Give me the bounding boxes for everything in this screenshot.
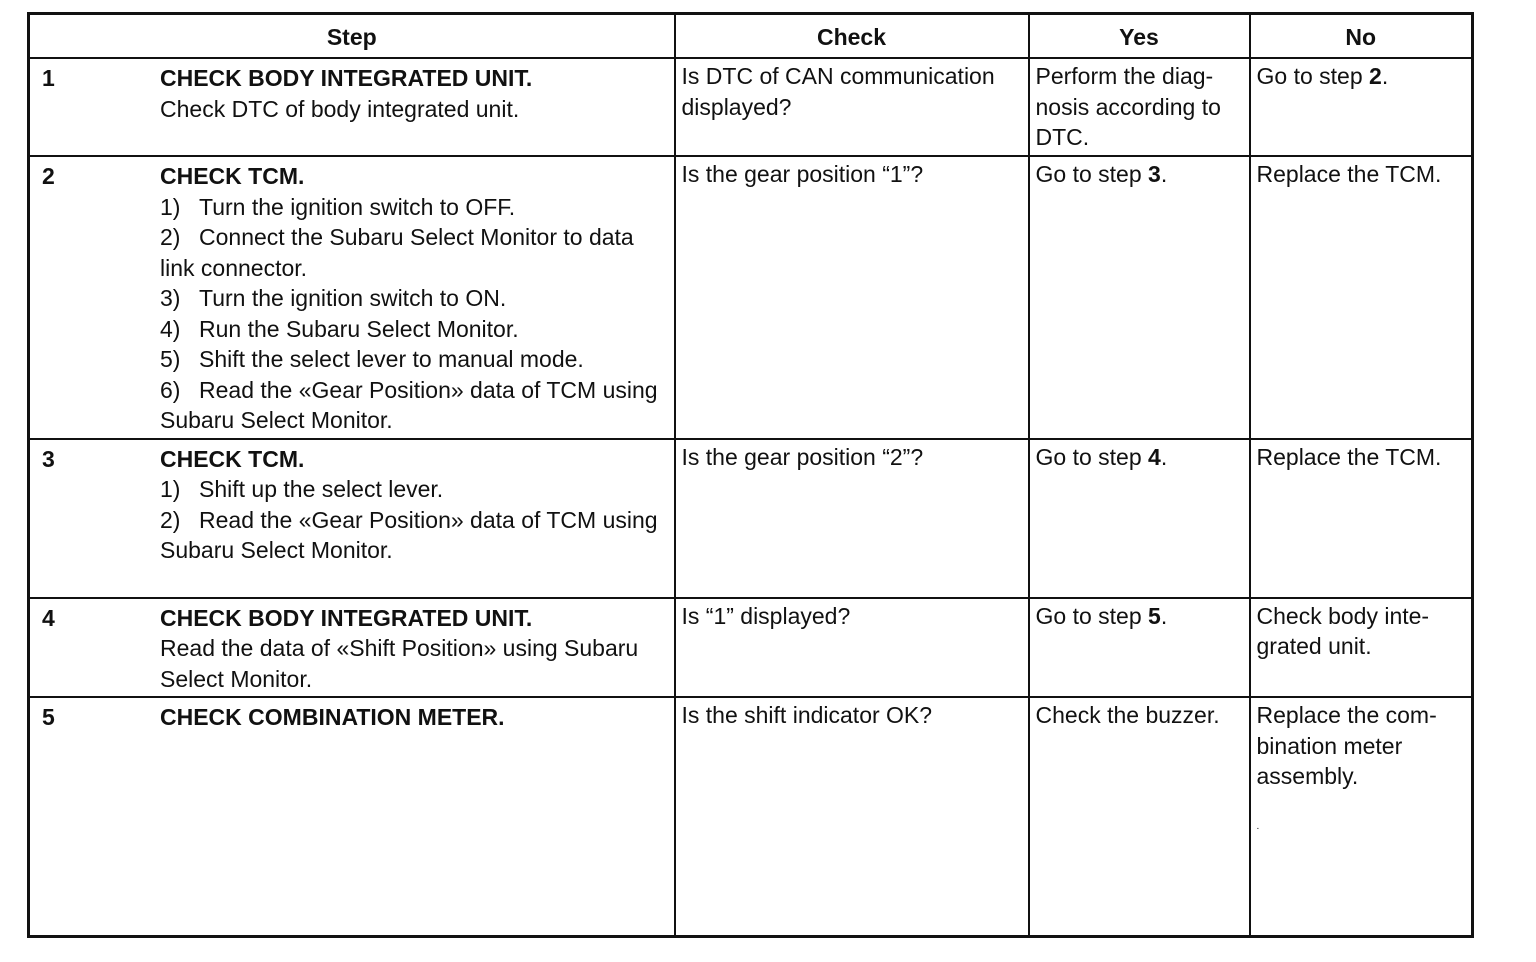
yes-cell: Go to step 5. — [1029, 598, 1250, 698]
table-row — [29, 697, 1473, 937]
step-title: CHECK BODY INTEGRATED UNIT. — [160, 65, 533, 91]
instruction-number: 3) — [160, 285, 181, 311]
table-row — [29, 58, 1473, 156]
yes-text: Go to step — [1035, 602, 1142, 629]
column-header-check: Check — [675, 14, 1029, 59]
check-cell: Is the gear position “2”? — [675, 439, 1029, 598]
check-cell: Is the shift indicator OK? — [675, 697, 1029, 937]
instruction-number: 1) — [160, 193, 181, 220]
instruction-text: Read the «Gear Position» data of TCM using Subaru Select Monitor. — [160, 376, 658, 433]
yes-cell — [1029, 58, 1250, 156]
yes-cell: Go to step 3. — [1029, 156, 1250, 439]
step-cell — [29, 598, 675, 698]
step-title: CHECK COMBINATION METER. — [160, 704, 505, 730]
instruction-number: 5) — [160, 346, 181, 372]
no-cell — [1250, 439, 1473, 598]
no-cell — [1250, 156, 1473, 439]
step-instruction — [160, 283, 662, 314]
instruction-text: Shift the select lever to manual mode. — [199, 346, 584, 372]
instruction-number: 6) — [160, 376, 181, 403]
stray-mark: . — [1256, 820, 1260, 832]
no-cell — [1250, 697, 1473, 937]
table-row — [29, 598, 1473, 698]
column-header-no: No — [1250, 14, 1473, 59]
step-instruction — [160, 222, 662, 283]
step-instruction — [160, 344, 662, 375]
no-text: Check body inte-grated unit. — [1256, 602, 1430, 659]
table-row — [29, 439, 1473, 598]
yes-cell — [1029, 697, 1250, 937]
step-instruction — [160, 375, 662, 436]
no-text: Replace the TCM. — [1256, 161, 1442, 187]
step-instruction: Read the data of «Shift Position» using Subaru Select Monitor. — [160, 635, 639, 692]
header-row — [29, 14, 1473, 59]
yes-cell: Go to step 4. — [1029, 439, 1250, 598]
table-row — [29, 156, 1473, 439]
step-cell — [29, 58, 675, 156]
step-title: CHECK TCM. — [160, 163, 305, 189]
goto-step-number: 2 — [1369, 63, 1382, 89]
check-cell: Is DTC of CAN communication displayed? — [675, 58, 1029, 156]
instruction-text: Turn the ignition switch to OFF. — [199, 193, 516, 220]
diagnostic-procedure-table — [27, 12, 1474, 938]
yes-text: Check the buzzer. — [1035, 702, 1220, 728]
instruction-number: 4) — [160, 315, 181, 342]
step-number: 1 — [42, 65, 55, 91]
column-header-yes: Yes — [1029, 14, 1250, 59]
no-text: Replace the com-bination meter assembly. — [1256, 702, 1437, 789]
no-text: Go to step — [1256, 63, 1363, 89]
step-instruction: Check DTC of body integrated unit. — [160, 95, 520, 122]
no-cell: Go to step 2. — [1250, 58, 1473, 156]
step-instruction — [160, 192, 662, 223]
step-number: 2 — [42, 163, 55, 189]
step-title: CHECK TCM. — [160, 445, 305, 472]
step-cell — [29, 439, 675, 598]
step-cell — [29, 156, 675, 439]
instruction-number: 2) — [160, 224, 181, 250]
goto-step-number: 3 — [1148, 161, 1161, 187]
yes-text: Go to step — [1035, 443, 1142, 470]
yes-text: Go to step — [1035, 161, 1142, 187]
step-instruction — [160, 505, 662, 566]
step-number: 4 — [42, 604, 55, 631]
step-number: 5 — [42, 704, 55, 730]
yes-text: Perform the diag-nosis according to DTC. — [1035, 63, 1221, 150]
instruction-text: Run the Subaru Select Monitor. — [199, 315, 519, 342]
step-instruction — [160, 474, 662, 505]
step-title: CHECK BODY INTEGRATED UNIT. — [160, 604, 533, 631]
no-text: Replace the TCM. — [1256, 443, 1442, 470]
step-number: 3 — [42, 445, 55, 472]
column-header-step: Step — [29, 14, 675, 59]
step-instruction — [160, 314, 662, 345]
check-cell: Is the gear position “1”? — [675, 156, 1029, 439]
check-cell: Is “1” displayed? — [675, 598, 1029, 698]
instruction-number: 2) — [160, 506, 181, 533]
goto-step-number: 5 — [1148, 602, 1161, 629]
step-cell — [29, 697, 675, 937]
instruction-number: 1) — [160, 476, 181, 502]
instruction-text: Shift up the select lever. — [199, 476, 444, 502]
instruction-text: Turn the ignition switch to ON. — [199, 285, 507, 311]
goto-step-number: 4 — [1148, 443, 1161, 470]
instruction-text: Read the «Gear Position» data of TCM using Subaru Select Monitor. — [160, 506, 658, 563]
no-cell — [1250, 598, 1473, 698]
instruction-text: Connect the Subaru Select Monitor to data link connector. — [160, 224, 634, 281]
